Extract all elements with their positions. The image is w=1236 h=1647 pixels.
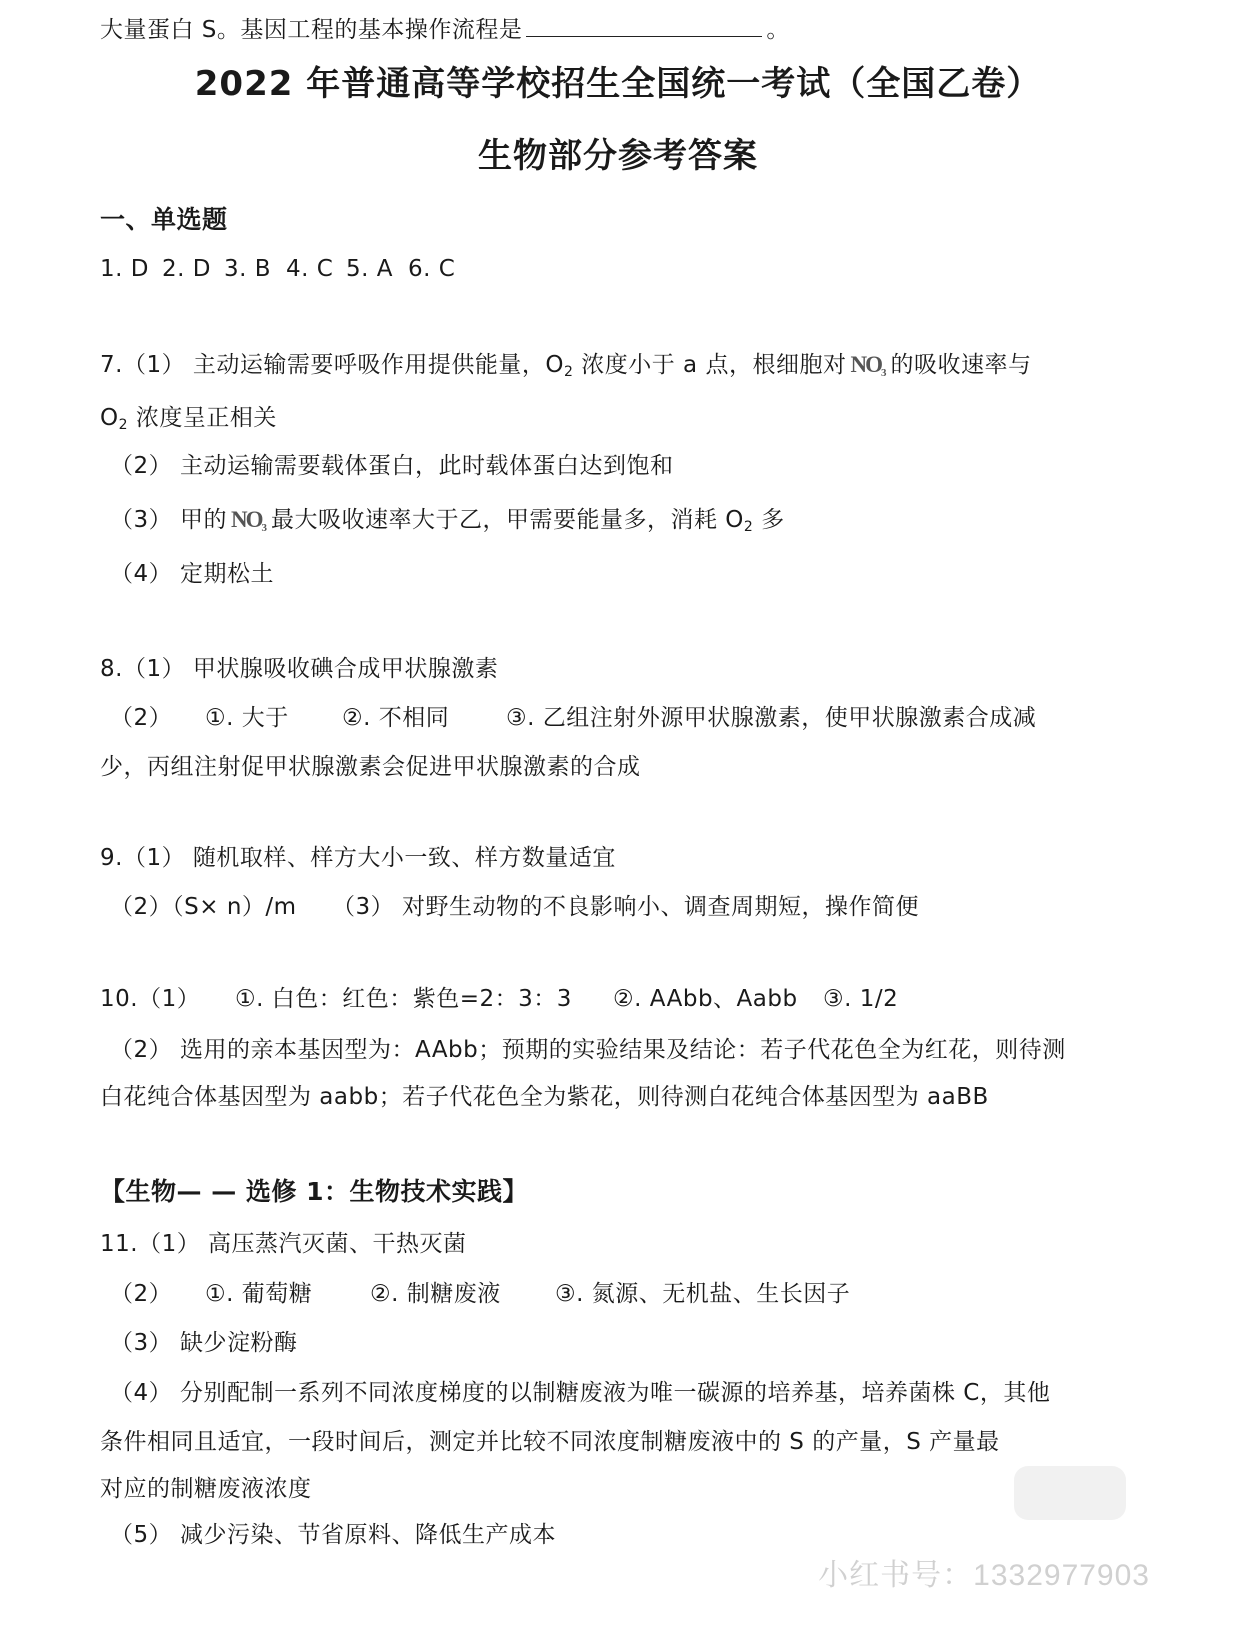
q10-part-2-cont: 白花纯合体基因型为 aabb；若子代花色全为紫花，则待测白花纯合体基因型为 aaBB — [100, 1084, 989, 1110]
q11-part-1: 11.（1） 高压蒸汽灭菌、干热灭菌 — [100, 1231, 467, 1257]
q10-part-1 — [100, 984, 898, 1014]
q10-part-2: （2） 选用的亲本基因型为：AAbb；预期的实验结果及结论：若子代花色全为红花，则待测 — [110, 1037, 1066, 1063]
nitrate-sub: 3 — [880, 367, 887, 379]
q8-part-1: 8.（1） 甲状腺吸收碘合成甲状腺激素 — [100, 656, 499, 682]
q7-subscript: 2 — [564, 364, 574, 380]
q7-text-d: 浓度呈正相关 — [128, 405, 277, 431]
q9-p2: （2）（S× n）/m — [110, 894, 297, 920]
section-heading-single-choice: 一、单选题 — [100, 205, 228, 234]
q11-p2-c: ③. 氮源、无机盐、生长因子 — [555, 1281, 851, 1307]
q7-p3-c: 多 — [753, 507, 785, 533]
nitrate-sub: 3 — [261, 522, 267, 534]
q10-p1-c: ③. 1/2 — [823, 986, 899, 1012]
q7-o2-sub: 2 — [118, 417, 129, 433]
q11-p2-a: ①. 葡萄糖 — [205, 1281, 313, 1307]
fill-in-blank-line — [526, 14, 762, 37]
q7-part-4: （4） 定期松土 — [110, 561, 274, 587]
q7-p3-b: 最大吸收速率大于乙，甲需要能量多，消耗 O — [270, 507, 744, 533]
q8-p2-label: （2） — [110, 705, 173, 731]
q10-p1-a: ①. 白色：红色：紫色=2：3：3 — [235, 986, 572, 1012]
watermark-text: 小红书号：1332977903 — [818, 1559, 1150, 1592]
header-fragment-end: 。 — [766, 17, 790, 43]
q9-part-1: 9.（1） 随机取样、样方大小一致、样方数量适宜 — [100, 845, 616, 871]
q11-part-5: （5） 减少污染、节省原料、降低生产成本 — [110, 1522, 556, 1548]
header-fragment — [100, 14, 790, 45]
q10-p1-b: ②. AAbb、Aabb — [613, 986, 798, 1012]
section-heading-elective: 【生物— — 选修 1：生物技术实践】 — [100, 1177, 529, 1206]
q7-line-1 — [100, 350, 1031, 388]
q7-p3-sub: 2 — [743, 519, 754, 535]
q9-p3: （3） 对野生动物的不良影响小、调查周期短，操作简便 — [332, 894, 919, 920]
watermark-logo — [1014, 1466, 1126, 1520]
q8-p2-b: ②. 不相同 — [342, 705, 450, 731]
q11-p2-label: （2） — [110, 1281, 173, 1307]
q8-part-2-cont: 少，丙组注射促甲状腺激素会促进甲状腺激素的合成 — [100, 754, 641, 780]
page-title: 2022 年普通高等学校招生全国统一考试（全国乙卷） — [194, 64, 1042, 104]
nitrate-formula — [850, 352, 886, 377]
page-subtitle: 生物部分参考答案 — [478, 136, 758, 176]
q7-p3-a: （3） 甲的 — [110, 507, 227, 533]
q7-part-2: （2） 主动运输需要载体蛋白，此时载体蛋白达到饱和 — [110, 453, 674, 479]
q11-part-3: （3） 缺少淀粉酶 — [110, 1330, 298, 1356]
answer-3: 3. B — [224, 256, 272, 282]
nitrate-formula — [231, 507, 267, 532]
q7-text-b: 浓度小于 a 点，根细胞对 — [573, 352, 847, 378]
header-fragment-text: 大量蛋白 S。基因工程的基本操作流程是 — [100, 17, 523, 43]
q7-text-a: 7.（1） 主动运输需要呼吸作用提供能量，O — [100, 352, 564, 378]
nitrate-no: NO — [850, 352, 881, 377]
q11-part-4-cont-1: 条件相同且适宜，一段时间后，测定并比较不同浓度制糖废液中的 S 的产量，S 产量最 — [100, 1429, 1000, 1455]
q10-p1-label: 10.（1） — [100, 986, 201, 1012]
q7-line-2 — [100, 403, 277, 440]
answer-1: 1. D — [100, 256, 149, 282]
q9-parts-2-3 — [110, 892, 919, 922]
answer-2: 2. D — [162, 256, 211, 282]
nitrate-no: NO — [230, 507, 262, 532]
single-choice-answers — [100, 254, 455, 284]
q7-o2: O — [100, 405, 119, 431]
q7-text-c: 的吸收速率与 — [890, 352, 1032, 378]
answer-6: 6. C — [408, 256, 456, 282]
q7-part-3 — [110, 505, 785, 543]
q8-p2-c: ③. 乙组注射外源甲状腺激素，使甲状腺激素合成减 — [506, 705, 1037, 731]
q8-p2-a: ①. 大于 — [205, 705, 289, 731]
q11-part-4-cont-2: 对应的制糖废液浓度 — [100, 1476, 312, 1502]
q11-part-2 — [110, 1279, 850, 1309]
q11-part-4: （4） 分别配制一系列不同浓度梯度的以制糖废液为唯一碳源的培养基，培养菌株 C，其他 — [110, 1380, 1051, 1406]
answer-5: 5. A — [346, 256, 393, 282]
q8-part-2 — [110, 703, 1036, 733]
answer-4: 4. C — [286, 256, 334, 282]
q11-p2-b: ②. 制糖废液 — [370, 1281, 501, 1307]
